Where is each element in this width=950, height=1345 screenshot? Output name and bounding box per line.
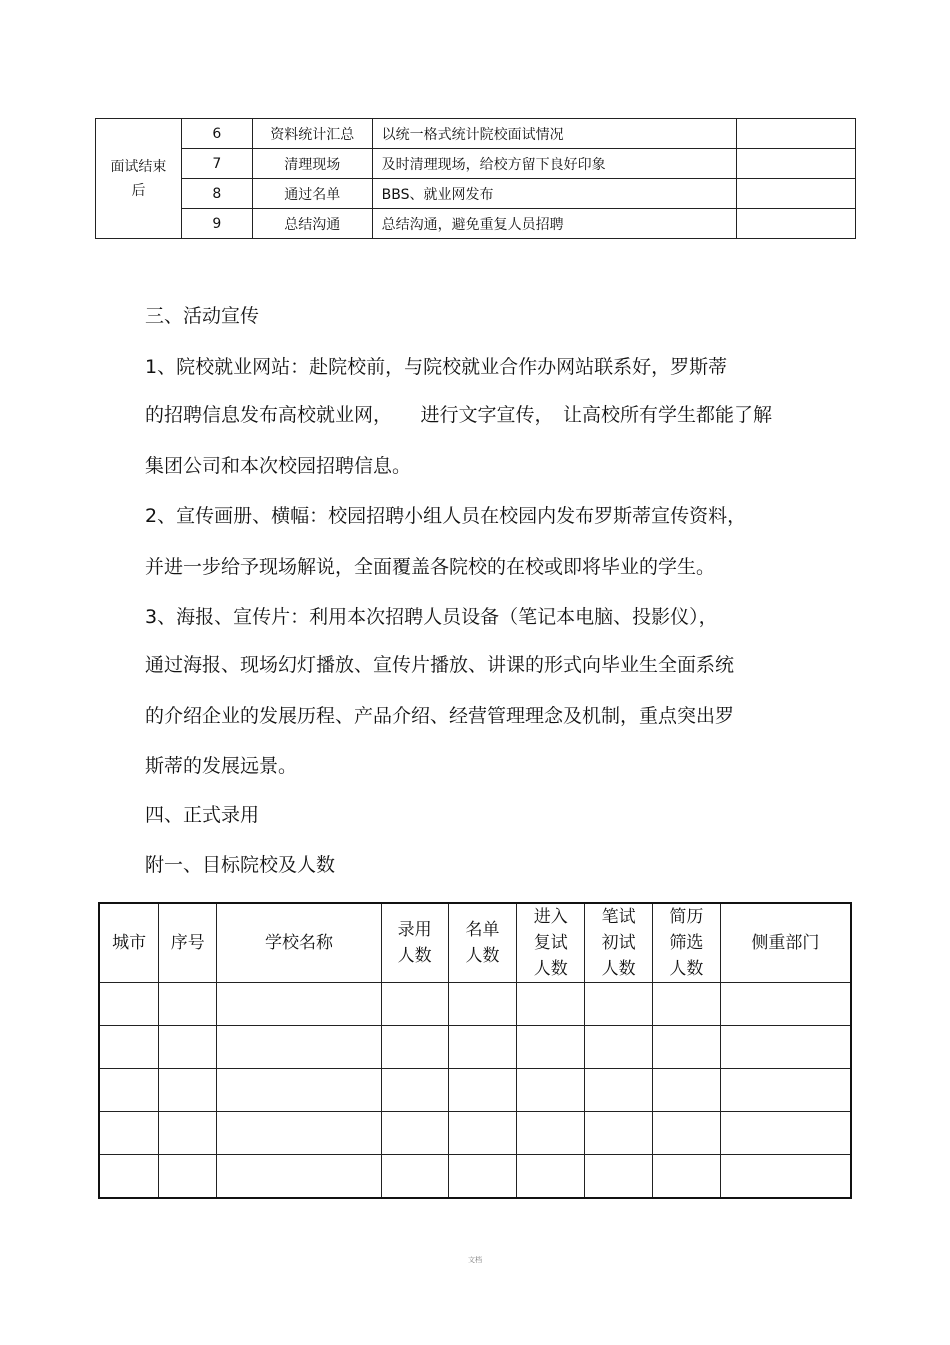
table-row xyxy=(96,149,856,179)
table-cell xyxy=(99,1155,159,1199)
header-written-test-count xyxy=(585,903,653,983)
header-list-count xyxy=(448,903,517,983)
table-cell xyxy=(448,983,517,1026)
interview-followup-table xyxy=(95,118,856,239)
header-text: 序号 xyxy=(170,933,205,953)
header-text: 人数 xyxy=(397,946,432,966)
step-note xyxy=(737,179,856,209)
step-note xyxy=(737,119,856,149)
step-note xyxy=(737,149,856,179)
table-cell xyxy=(653,983,721,1026)
table-row xyxy=(96,119,856,149)
table-cell xyxy=(99,983,159,1026)
header-resume-screen-count xyxy=(653,903,721,983)
table-cell xyxy=(217,1155,382,1199)
header-text: 进入 xyxy=(533,907,568,927)
table-cell xyxy=(381,1026,448,1069)
step-note xyxy=(737,209,856,239)
header-text: 人数 xyxy=(601,959,636,979)
section-heading-hiring: 四、正式录用 xyxy=(145,804,260,826)
table-cell xyxy=(448,1112,517,1155)
table-cell xyxy=(448,1069,517,1112)
header-second-interview-count xyxy=(517,903,585,983)
table-cell xyxy=(217,1026,382,1069)
header-text: 学校名称 xyxy=(264,933,333,953)
table-cell xyxy=(653,1112,721,1155)
table-cell xyxy=(720,1112,851,1155)
header-text: 侧重部门 xyxy=(751,933,820,953)
table-cell xyxy=(653,1026,721,1069)
step-item: 清理现场 xyxy=(252,149,372,179)
paragraph-line: 2、宣传画册、横幅：校园招聘小组人员在校园内发布罗斯蒂宣传资料， xyxy=(145,505,747,527)
header-text: 名单 xyxy=(465,920,500,940)
table-cell xyxy=(159,1069,217,1112)
paragraph-line: 通过海报、现场幻灯播放、宣传片播放、讲课的形式向毕业生全面系统 xyxy=(145,654,735,676)
table-cell xyxy=(99,1112,159,1155)
table-cell xyxy=(381,1112,448,1155)
header-focus-department xyxy=(720,903,851,983)
header-text: 人数 xyxy=(533,959,568,979)
step-item: 通过名单 xyxy=(252,179,372,209)
table-cell xyxy=(159,1155,217,1199)
table-cell xyxy=(99,1026,159,1069)
step-number: 6 xyxy=(181,119,252,149)
table-cell xyxy=(517,1155,585,1199)
table-cell xyxy=(517,983,585,1026)
step-number: 9 xyxy=(181,209,252,239)
table-cell xyxy=(720,1069,851,1112)
step-description: 以统一格式统计院校面试情况 xyxy=(372,119,737,149)
table-cell xyxy=(585,1155,653,1199)
header-text: 筛选 xyxy=(669,933,704,953)
table-row xyxy=(99,1026,851,1069)
table-row xyxy=(96,179,856,209)
table-cell xyxy=(720,1026,851,1069)
table-cell xyxy=(159,1026,217,1069)
step-item: 资料统计汇总 xyxy=(252,119,372,149)
table-cell xyxy=(217,983,382,1026)
table-cell xyxy=(381,983,448,1026)
header-text: 初试 xyxy=(601,933,636,953)
section-heading-promotion: 三、活动宣传 xyxy=(145,305,260,327)
table-cell xyxy=(517,1026,585,1069)
table-cell xyxy=(159,983,217,1026)
header-seq xyxy=(159,903,217,983)
table-cell xyxy=(653,1155,721,1199)
appendix-heading: 附一、目标院校及人数 xyxy=(145,854,336,876)
step-number: 7 xyxy=(181,149,252,179)
table-row xyxy=(99,1155,851,1199)
table-cell xyxy=(517,1112,585,1155)
header-city xyxy=(99,903,159,983)
table-cell xyxy=(585,1112,653,1155)
table-row xyxy=(99,1069,851,1112)
table-cell xyxy=(720,983,851,1026)
step-description: BBS、就业网发布 xyxy=(372,179,737,209)
table-cell xyxy=(517,1069,585,1112)
table-cell xyxy=(381,1069,448,1112)
header-school-name xyxy=(217,903,382,983)
table-cell xyxy=(585,983,653,1026)
table-row xyxy=(99,983,851,1026)
phase-label-line1: 面试结束 xyxy=(110,158,167,175)
table-header-row xyxy=(99,903,851,983)
table-cell xyxy=(217,1069,382,1112)
table-cell xyxy=(159,1112,217,1155)
step-description: 及时清理现场，给校方留下良好印象 xyxy=(372,149,737,179)
header-text: 笔试 xyxy=(601,907,636,927)
paragraph-line: 1、院校就业网站：赴院校前，与院校就业合作办网站联系好，罗斯蒂 xyxy=(145,356,728,378)
step-description: 总结沟通，避免重复人员招聘 xyxy=(372,209,737,239)
table-row xyxy=(96,209,856,239)
header-text: 人数 xyxy=(465,946,500,966)
paragraph-line: 斯蒂的发展远景。 xyxy=(145,755,298,777)
page-footer: 文档 xyxy=(468,1256,482,1264)
table-cell xyxy=(720,1155,851,1199)
paragraph-line: 的介绍企业的发展历程、产品介绍、经营管理理念及机制，重点突出罗 xyxy=(145,705,735,727)
header-text: 简历 xyxy=(669,907,704,927)
table-cell xyxy=(585,1069,653,1112)
paragraph-line: 的招聘信息发布高校就业网， 进行文字宣传， 让高校所有学生都能了解 xyxy=(145,404,773,426)
phase-label-cell xyxy=(96,119,182,239)
table-cell xyxy=(448,1155,517,1199)
paragraph-line: 集团公司和本次校园招聘信息。 xyxy=(145,455,412,477)
paragraph-line: 3、海报、宣传片：利用本次招聘人员设备（笔记本电脑、投影仪）， xyxy=(145,606,718,628)
table-cell xyxy=(653,1069,721,1112)
step-item: 总结沟通 xyxy=(252,209,372,239)
step-number: 8 xyxy=(181,179,252,209)
table-cell xyxy=(99,1069,159,1112)
header-text: 复试 xyxy=(533,933,568,953)
table-row xyxy=(99,1112,851,1155)
paragraph-line: 并进一步给予现场解说，全面覆盖各院校的在校或即将毕业的学生。 xyxy=(145,556,716,578)
header-text: 城市 xyxy=(112,933,147,953)
table-cell xyxy=(381,1155,448,1199)
target-schools-table xyxy=(98,902,852,1199)
table-cell xyxy=(217,1112,382,1155)
header-text: 录用 xyxy=(397,920,432,940)
table-cell xyxy=(448,1026,517,1069)
header-hired-count xyxy=(381,903,448,983)
phase-label-line2: 后 xyxy=(131,182,146,199)
table-cell xyxy=(585,1026,653,1069)
header-text: 人数 xyxy=(669,959,704,979)
